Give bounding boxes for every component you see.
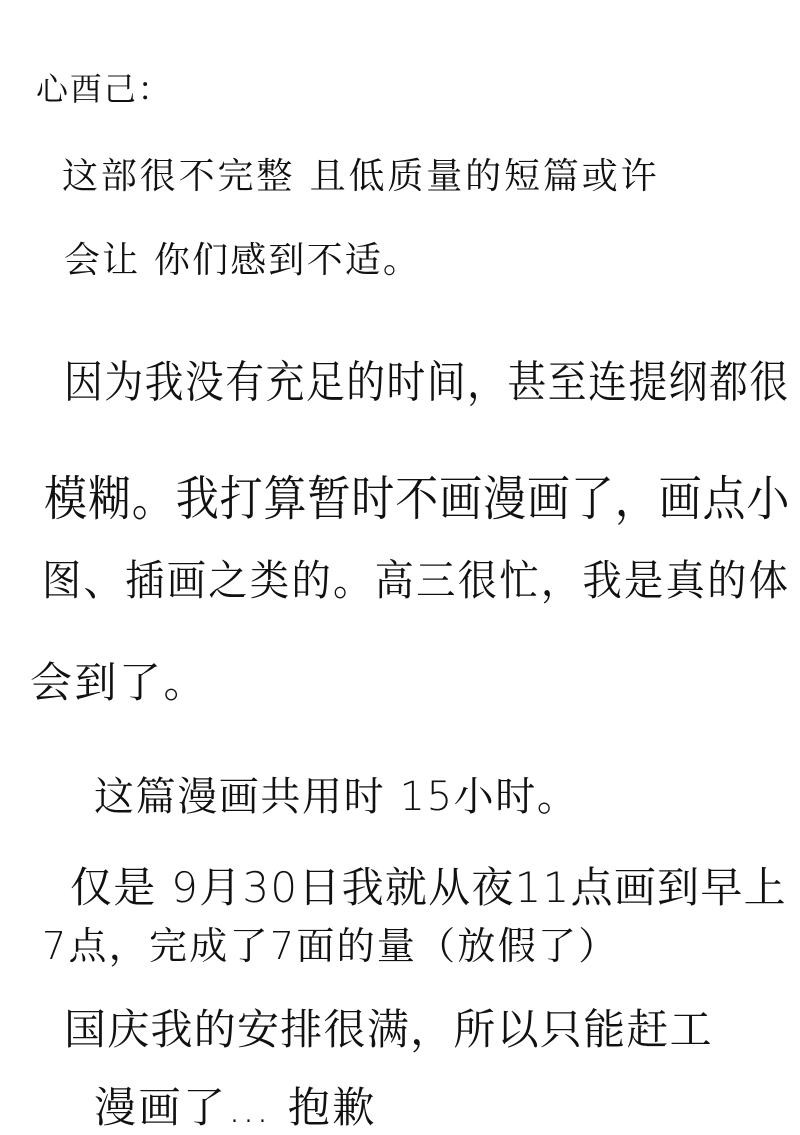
note-line: 漫画了… 抱歉 [94, 1083, 377, 1132]
note-line: 这篇漫画共用时 15小时。 [94, 774, 579, 820]
note-line: 因为我没有充足的时间，甚至连提纲都很 [64, 357, 790, 408]
note-line: 图、插画之类的。高三很忙，我是真的体 [42, 556, 791, 605]
note-heading: 心酉己： [36, 70, 172, 108]
note-line: 会到了。 [30, 658, 209, 707]
note-line: 国庆我的安排很满，所以只能赶工 [64, 1005, 713, 1054]
note-line: 7点，完成了7面的量（放假了） [42, 924, 619, 968]
note-line: 仅是 9月30日我就从夜11点画到早上 [70, 863, 787, 912]
note-line: 模糊。我打算暂时不画漫画了，画点小 [44, 471, 791, 527]
note-line: 这部很不完整 且低质量的短篇或许 [62, 156, 660, 197]
note-line: 会让 你们感到不适。 [64, 240, 422, 281]
